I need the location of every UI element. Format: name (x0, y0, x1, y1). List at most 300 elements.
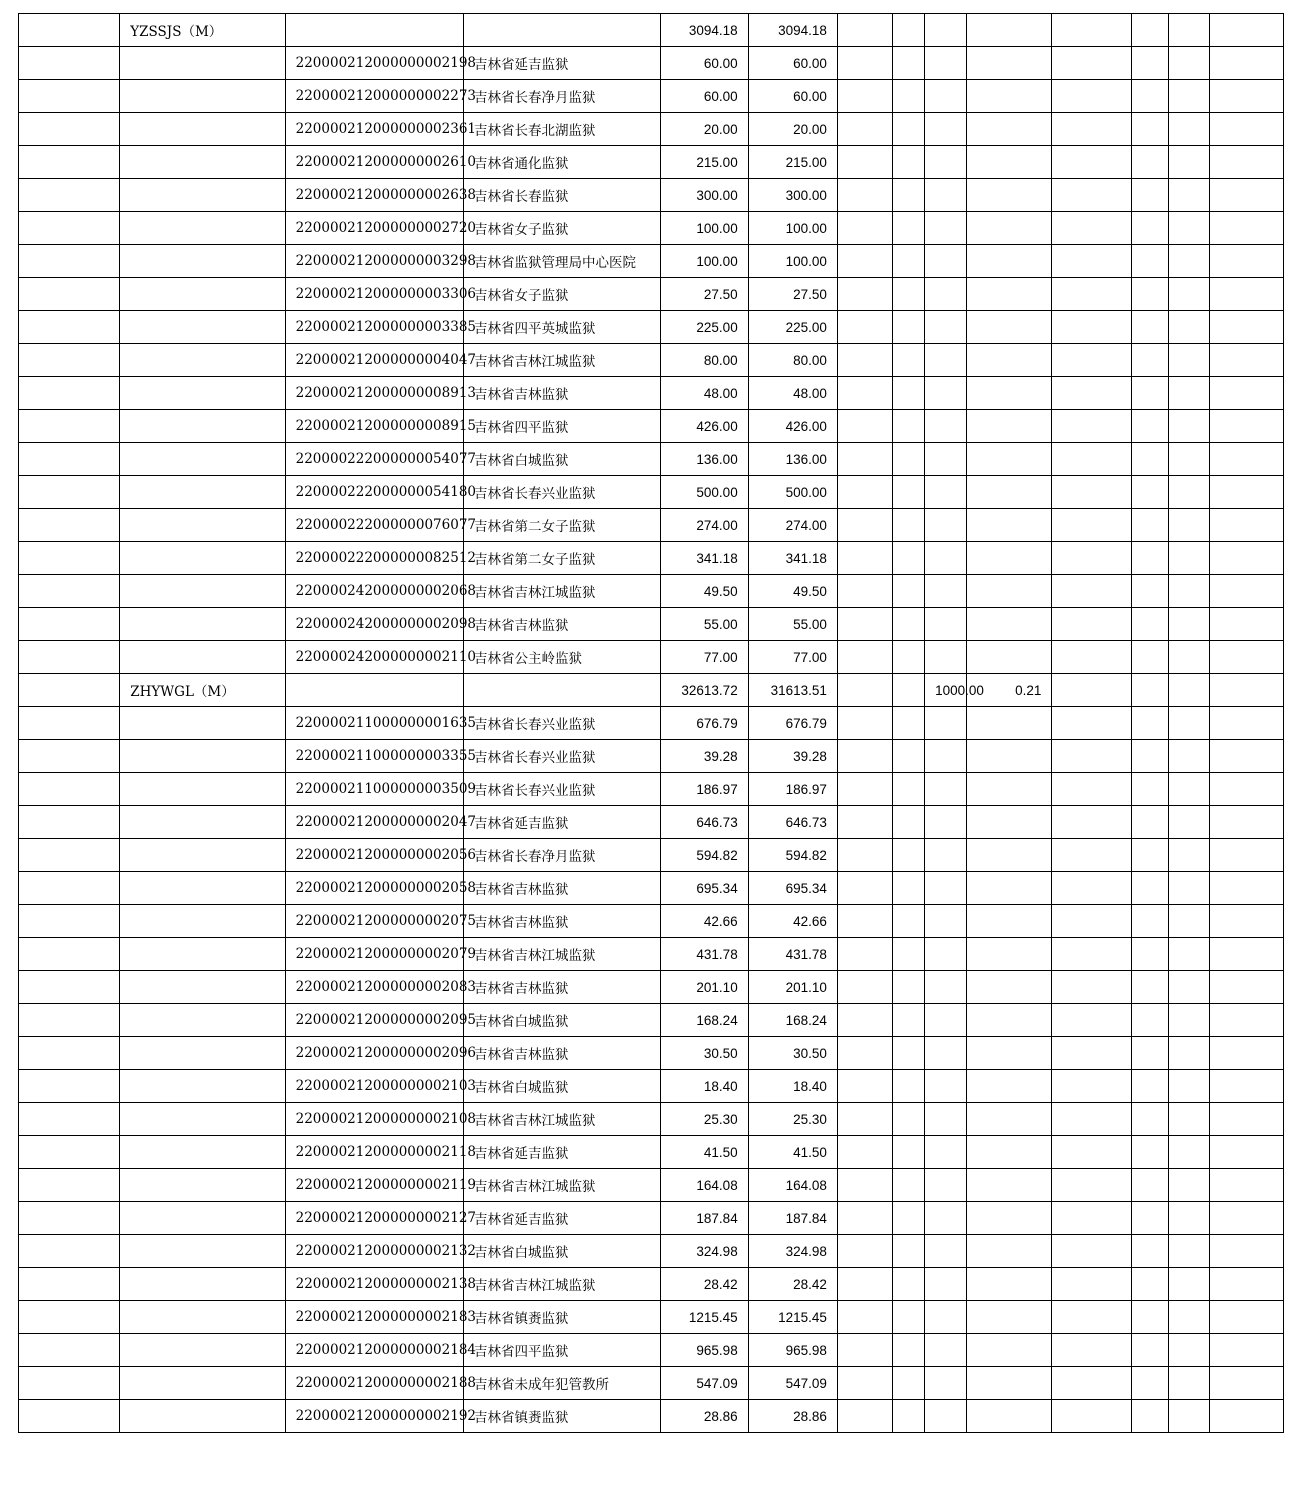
unit-name-cell: 吉林省吉林江城监狱 (464, 575, 660, 608)
unit-name-cell: 吉林省延吉监狱 (464, 47, 660, 80)
unit-name-cell: 吉林省吉林江城监狱 (464, 1268, 660, 1301)
col7-cell (893, 311, 925, 344)
col8-cell (925, 971, 967, 1004)
total-amount-cell: 20.00 (660, 113, 748, 146)
total-amount-cell: 164.08 (660, 1169, 748, 1202)
col6-cell (837, 608, 892, 641)
col13-cell (1209, 905, 1283, 938)
col6-cell (837, 1301, 892, 1334)
unit-name-cell: 吉林省镇赉监狱 (464, 1301, 660, 1334)
col8-cell (925, 575, 967, 608)
col11-cell (1131, 1235, 1168, 1268)
blank-cell (19, 443, 120, 476)
allocated-amount-cell: 100.00 (748, 245, 837, 278)
col9-cell (967, 773, 1052, 806)
col13-cell (1209, 740, 1283, 773)
col11-cell (1131, 872, 1168, 905)
table-body (19, 14, 1284, 1433)
table-row (19, 1235, 1284, 1268)
unit-name-cell: 吉林省白城监狱 (464, 1004, 660, 1037)
blank-cell (19, 1004, 120, 1037)
allocated-amount-cell: 80.00 (748, 344, 837, 377)
blank-cell (19, 278, 120, 311)
allocated-amount-cell: 965.98 (748, 1334, 837, 1367)
table-row (19, 608, 1284, 641)
col9-cell (967, 542, 1052, 575)
unit-code-cell: 220000212000000002118 (285, 1136, 463, 1169)
total-amount-cell: 300.00 (660, 179, 748, 212)
col6-cell (837, 839, 892, 872)
blank-cell (19, 938, 120, 971)
unit-name-cell: 吉林省吉林监狱 (464, 377, 660, 410)
col7-cell (893, 1136, 925, 1169)
allocated-amount-cell: 41.50 (748, 1136, 837, 1169)
project-code-cell (120, 1004, 285, 1037)
project-code-cell (120, 1235, 285, 1268)
col8-cell (925, 1235, 967, 1268)
col9-cell (967, 245, 1052, 278)
unit-name-cell: 吉林省长春监狱 (464, 179, 660, 212)
table-row (19, 707, 1284, 740)
blank-cell (19, 905, 120, 938)
blank-cell (19, 212, 120, 245)
col13-cell (1209, 773, 1283, 806)
table-row (19, 1367, 1284, 1400)
col11-cell (1131, 674, 1168, 707)
unit-name-cell: 吉林省通化监狱 (464, 146, 660, 179)
project-code-cell (120, 839, 285, 872)
col11-cell (1131, 1334, 1168, 1367)
col12-cell (1168, 14, 1209, 47)
col12-cell (1168, 1202, 1209, 1235)
project-code-cell (120, 1136, 285, 1169)
col13-cell (1209, 806, 1283, 839)
col10-cell (1052, 1400, 1131, 1433)
col8-cell (925, 773, 967, 806)
col10-cell (1052, 674, 1131, 707)
unit-name-cell: 吉林省长春净月监狱 (464, 839, 660, 872)
total-amount-cell: 18.40 (660, 1070, 748, 1103)
table-row (19, 839, 1284, 872)
table-row (19, 1136, 1284, 1169)
unit-name-cell: 吉林省白城监狱 (464, 1070, 660, 1103)
col6-cell (837, 113, 892, 146)
col8-cell (925, 806, 967, 839)
col13-cell (1209, 80, 1283, 113)
table-row (19, 344, 1284, 377)
col7-cell (893, 971, 925, 1004)
unit-code-cell: 220000212000000002058 (285, 872, 463, 905)
col11-cell (1131, 278, 1168, 311)
project-code-cell (120, 1268, 285, 1301)
unit-name-cell: 吉林省白城监狱 (464, 443, 660, 476)
blank-cell (19, 1136, 120, 1169)
col9-cell (967, 1301, 1052, 1334)
col6-cell (837, 311, 892, 344)
project-code-cell (120, 278, 285, 311)
table-row (19, 1169, 1284, 1202)
blank-cell (19, 1367, 120, 1400)
col9-cell (967, 476, 1052, 509)
col8-cell (925, 1169, 967, 1202)
project-code-cell (120, 905, 285, 938)
total-amount-cell: 100.00 (660, 212, 748, 245)
col6-cell (837, 938, 892, 971)
unit-name-cell: 吉林省女子监狱 (464, 278, 660, 311)
col8-cell (925, 509, 967, 542)
col8-cell: 1000.00 (925, 674, 967, 707)
col7-cell (893, 641, 925, 674)
allocated-amount-cell: 60.00 (748, 47, 837, 80)
total-amount-cell: 965.98 (660, 1334, 748, 1367)
col7-cell (893, 806, 925, 839)
project-code-cell (120, 377, 285, 410)
col10-cell (1052, 1202, 1131, 1235)
project-code-cell (120, 938, 285, 971)
budget-table (18, 13, 1284, 1433)
project-code-cell (120, 872, 285, 905)
total-amount-cell: 500.00 (660, 476, 748, 509)
col10-cell (1052, 542, 1131, 575)
col11-cell (1131, 377, 1168, 410)
col7-cell (893, 674, 925, 707)
col12-cell (1168, 674, 1209, 707)
col7-cell (893, 1301, 925, 1334)
col11-cell (1131, 839, 1168, 872)
col10-cell (1052, 575, 1131, 608)
unit-name-cell: 吉林省女子监狱 (464, 212, 660, 245)
unit-code-cell: 220000222000000054180 (285, 476, 463, 509)
col13-cell (1209, 311, 1283, 344)
blank-cell (19, 1400, 120, 1433)
col7-cell (893, 1367, 925, 1400)
table-row (19, 674, 1284, 707)
table-row (19, 1334, 1284, 1367)
col12-cell (1168, 146, 1209, 179)
col6-cell (837, 1070, 892, 1103)
col9-cell (967, 278, 1052, 311)
blank-cell (19, 641, 120, 674)
col12-cell (1168, 1037, 1209, 1070)
project-code-cell: YZSSJS（M） (120, 14, 285, 47)
allocated-amount-cell: 39.28 (748, 740, 837, 773)
col7-cell (893, 1235, 925, 1268)
blank-cell (19, 311, 120, 344)
table-row (19, 377, 1284, 410)
col10-cell (1052, 740, 1131, 773)
col7-cell (893, 1004, 925, 1037)
allocated-amount-cell: 274.00 (748, 509, 837, 542)
unit-name-cell: 吉林省长春兴业监狱 (464, 476, 660, 509)
total-amount-cell: 80.00 (660, 344, 748, 377)
unit-name-cell: 吉林省吉林监狱 (464, 1037, 660, 1070)
col13-cell (1209, 542, 1283, 575)
table-row (19, 410, 1284, 443)
total-amount-cell: 25.30 (660, 1103, 748, 1136)
col12-cell (1168, 179, 1209, 212)
allocated-amount-cell: 676.79 (748, 707, 837, 740)
col6-cell (837, 1367, 892, 1400)
col8-cell (925, 1136, 967, 1169)
total-amount-cell: 49.50 (660, 575, 748, 608)
col10-cell (1052, 1301, 1131, 1334)
project-code-cell (120, 1334, 285, 1367)
col6-cell (837, 344, 892, 377)
allocated-amount-cell: 28.42 (748, 1268, 837, 1301)
col11-cell (1131, 773, 1168, 806)
blank-cell (19, 839, 120, 872)
col11-cell (1131, 443, 1168, 476)
project-code-cell (120, 542, 285, 575)
project-code-cell (120, 971, 285, 1004)
blank-cell (19, 872, 120, 905)
unit-name-cell: 吉林省四平监狱 (464, 410, 660, 443)
col11-cell (1131, 179, 1168, 212)
table-row (19, 1301, 1284, 1334)
col13-cell (1209, 1400, 1283, 1433)
col11-cell (1131, 146, 1168, 179)
col12-cell (1168, 1136, 1209, 1169)
col6-cell (837, 674, 892, 707)
unit-code-cell: 220000211000000003509 (285, 773, 463, 806)
total-amount-cell: 39.28 (660, 740, 748, 773)
col7-cell (893, 146, 925, 179)
col9-cell (967, 740, 1052, 773)
col7-cell (893, 278, 925, 311)
col13-cell (1209, 146, 1283, 179)
col7-cell (893, 344, 925, 377)
allocated-amount-cell: 164.08 (748, 1169, 837, 1202)
allocated-amount-cell: 594.82 (748, 839, 837, 872)
unit-name-cell: 吉林省吉林江城监狱 (464, 1169, 660, 1202)
col11-cell (1131, 1136, 1168, 1169)
unit-name-cell: 吉林省延吉监狱 (464, 806, 660, 839)
project-code-cell (120, 740, 285, 773)
allocated-amount-cell: 341.18 (748, 542, 837, 575)
project-code-cell (120, 1301, 285, 1334)
col11-cell (1131, 740, 1168, 773)
col7-cell (893, 1169, 925, 1202)
table-row (19, 443, 1284, 476)
col10-cell (1052, 1136, 1131, 1169)
allocated-amount-cell: 215.00 (748, 146, 837, 179)
col10-cell (1052, 1268, 1131, 1301)
col11-cell (1131, 806, 1168, 839)
col10-cell (1052, 476, 1131, 509)
col11-cell (1131, 344, 1168, 377)
unit-name-cell: 吉林省未成年犯管教所 (464, 1367, 660, 1400)
col11-cell (1131, 575, 1168, 608)
allocated-amount-cell: 31613.51 (748, 674, 837, 707)
col12-cell (1168, 608, 1209, 641)
unit-code-cell: 220000212000000002138 (285, 1268, 463, 1301)
unit-code-cell: 220000212000000002610 (285, 146, 463, 179)
unit-code-cell: 220000212000000003298 (285, 245, 463, 278)
col10-cell (1052, 938, 1131, 971)
col9-cell (967, 905, 1052, 938)
blank-cell (19, 1235, 120, 1268)
col10-cell (1052, 1070, 1131, 1103)
col12-cell (1168, 707, 1209, 740)
col10-cell (1052, 1367, 1131, 1400)
table-row (19, 212, 1284, 245)
allocated-amount-cell: 136.00 (748, 443, 837, 476)
col12-cell (1168, 1169, 1209, 1202)
col8-cell (925, 47, 967, 80)
allocated-amount-cell: 49.50 (748, 575, 837, 608)
project-code-cell (120, 1202, 285, 1235)
col12-cell (1168, 905, 1209, 938)
col7-cell (893, 410, 925, 443)
col13-cell (1209, 1235, 1283, 1268)
total-amount-cell: 3094.18 (660, 14, 748, 47)
unit-code-cell: 220000242000000002068 (285, 575, 463, 608)
col12-cell (1168, 1367, 1209, 1400)
col9-cell (967, 80, 1052, 113)
col9-cell (967, 707, 1052, 740)
unit-code-cell: 220000212000000002079 (285, 938, 463, 971)
col10-cell (1052, 245, 1131, 278)
col12-cell (1168, 773, 1209, 806)
col9-cell (967, 47, 1052, 80)
col12-cell (1168, 1301, 1209, 1334)
unit-code-cell: 220000212000000002273 (285, 80, 463, 113)
blank-cell (19, 1268, 120, 1301)
col10-cell (1052, 872, 1131, 905)
unit-code-cell: 220000212000000002184 (285, 1334, 463, 1367)
col13-cell (1209, 14, 1283, 47)
unit-name-cell: 吉林省长春兴业监狱 (464, 740, 660, 773)
col10-cell (1052, 47, 1131, 80)
col10-cell (1052, 905, 1131, 938)
table-row (19, 938, 1284, 971)
project-code-cell (120, 1037, 285, 1070)
col13-cell (1209, 377, 1283, 410)
col6-cell (837, 1235, 892, 1268)
col6-cell (837, 80, 892, 113)
col13-cell (1209, 113, 1283, 146)
table-row (19, 179, 1284, 212)
col11-cell (1131, 1103, 1168, 1136)
col13-cell (1209, 344, 1283, 377)
col6-cell (837, 542, 892, 575)
table-row (19, 806, 1284, 839)
project-code-cell (120, 1367, 285, 1400)
col6-cell (837, 212, 892, 245)
total-amount-cell: 426.00 (660, 410, 748, 443)
total-amount-cell: 32613.72 (660, 674, 748, 707)
unit-name-cell: 吉林省吉林江城监狱 (464, 1103, 660, 1136)
col13-cell (1209, 245, 1283, 278)
total-amount-cell: 27.50 (660, 278, 748, 311)
col6-cell (837, 245, 892, 278)
col9-cell (967, 410, 1052, 443)
blank-cell (19, 806, 120, 839)
unit-name-cell: 吉林省四平监狱 (464, 1334, 660, 1367)
col7-cell (893, 113, 925, 146)
col7-cell (893, 542, 925, 575)
col11-cell (1131, 1202, 1168, 1235)
total-amount-cell: 168.24 (660, 1004, 748, 1037)
blank-cell (19, 773, 120, 806)
table-row (19, 14, 1284, 47)
col6-cell (837, 872, 892, 905)
unit-code-cell: 220000212000000002188 (285, 1367, 463, 1400)
col13-cell (1209, 1334, 1283, 1367)
col6-cell (837, 14, 892, 47)
table-row (19, 476, 1284, 509)
allocated-amount-cell: 28.86 (748, 1400, 837, 1433)
col13-cell (1209, 641, 1283, 674)
unit-code-cell: 220000222000000054077 (285, 443, 463, 476)
unit-code-cell: 220000212000000002096 (285, 1037, 463, 1070)
col12-cell (1168, 839, 1209, 872)
col9-cell (967, 1037, 1052, 1070)
col8-cell (925, 1301, 967, 1334)
total-amount-cell: 215.00 (660, 146, 748, 179)
col8-cell (925, 1070, 967, 1103)
col7-cell (893, 1400, 925, 1433)
col8-cell (925, 1268, 967, 1301)
unit-name-cell: 吉林省长春北湖监狱 (464, 113, 660, 146)
col13-cell (1209, 575, 1283, 608)
col9-cell: 0.21 (967, 674, 1052, 707)
blank-cell (19, 113, 120, 146)
blank-cell (19, 1334, 120, 1367)
col11-cell (1131, 542, 1168, 575)
col12-cell (1168, 1334, 1209, 1367)
col10-cell (1052, 1103, 1131, 1136)
blank-cell (19, 80, 120, 113)
col12-cell (1168, 212, 1209, 245)
col8-cell (925, 278, 967, 311)
table-row (19, 1004, 1284, 1037)
table-row (19, 113, 1284, 146)
col13-cell (1209, 938, 1283, 971)
unit-code-cell: 220000212000000003306 (285, 278, 463, 311)
col12-cell (1168, 575, 1209, 608)
col11-cell (1131, 608, 1168, 641)
project-code-cell (120, 608, 285, 641)
total-amount-cell: 28.42 (660, 1268, 748, 1301)
col7-cell (893, 905, 925, 938)
col7-cell (893, 14, 925, 47)
col11-cell (1131, 1400, 1168, 1433)
col8-cell (925, 14, 967, 47)
total-amount-cell: 341.18 (660, 542, 748, 575)
col6-cell (837, 47, 892, 80)
unit-name-cell: 吉林省吉林监狱 (464, 905, 660, 938)
table-row (19, 245, 1284, 278)
col8-cell (925, 212, 967, 245)
table-row (19, 1400, 1284, 1433)
col13-cell (1209, 179, 1283, 212)
col8-cell (925, 1103, 967, 1136)
col8-cell (925, 1367, 967, 1400)
col9-cell (967, 1103, 1052, 1136)
col12-cell (1168, 80, 1209, 113)
unit-name-cell: 吉林省吉林江城监狱 (464, 344, 660, 377)
table-row (19, 872, 1284, 905)
col7-cell (893, 377, 925, 410)
table-row (19, 1103, 1284, 1136)
col8-cell (925, 707, 967, 740)
unit-code-cell: 220000212000000002127 (285, 1202, 463, 1235)
unit-name-cell: 吉林省第二女子监狱 (464, 542, 660, 575)
allocated-amount-cell: 426.00 (748, 410, 837, 443)
col13-cell (1209, 608, 1283, 641)
col6-cell (837, 278, 892, 311)
